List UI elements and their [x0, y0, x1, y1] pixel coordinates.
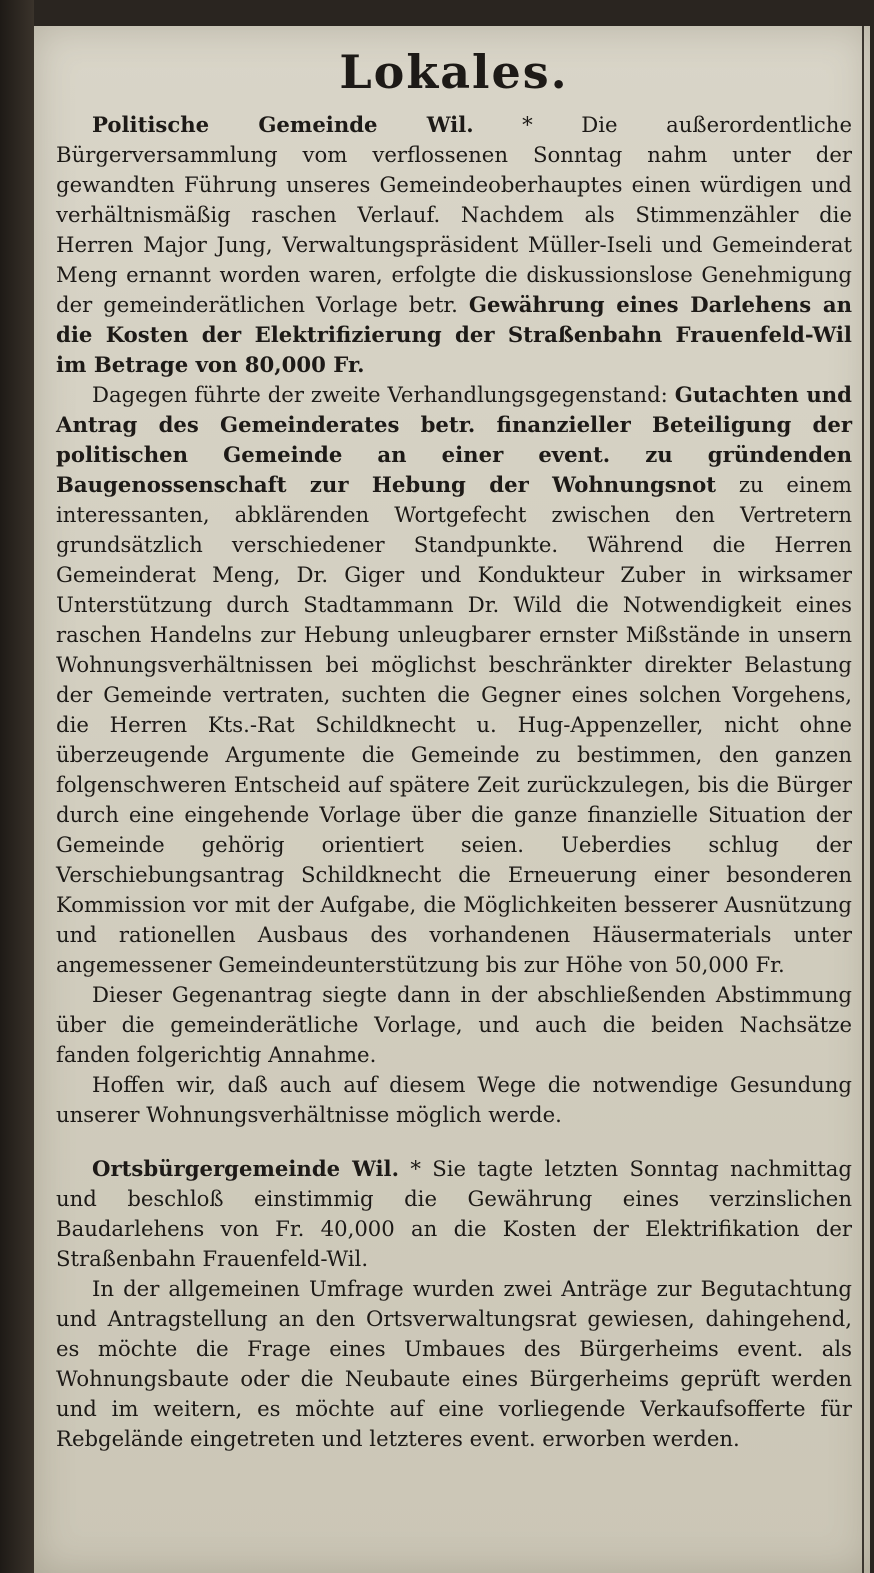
- paragraph-bold-text: Gutachten und Antrag des Gemeinderates betr. finanzieller Beteiligung der politischen Gemeinde an einer event. zu gründenden Baugenossenschaft zur Hebung der Wohnungsnot: [56, 382, 852, 497]
- article-politische-gemeinde: [56, 110, 852, 1130]
- paragraph-text: Dagegen führte der zweite Verhandlungsgegenstand:: [92, 382, 675, 407]
- article-column: [56, 44, 852, 1454]
- paragraph-text: Sie tagte letzten Sonntag nachmittag und beschloß einstimmig die Gewährung eines verzinslichen Baudarlehens von Fr. 40,000 an die Kosten der Elektrifikation der Straßenbahn Frauenfeld-Wil.: [56, 1156, 852, 1271]
- star-marker: *: [473, 112, 582, 137]
- article-title: Politische Gemeinde Wil.: [92, 112, 474, 137]
- article-paragraph: [56, 110, 852, 380]
- column-rule: [862, 26, 864, 1573]
- article-paragraph: Dieser Gegenantrag siegte dann in der abschließenden Abstimmung über die gemeinderätliche Vorlage, und auch die beiden Nachsätze fanden folgerichtig Annahme.: [56, 982, 852, 1067]
- article-paragraph: [56, 1154, 852, 1274]
- paragraph-bold-text: Gewährung eines Darlehens an die Kosten der Elektrifizierung der Straßenbahn Frauenfeld-Wil im Betrage von 80,000 Fr.: [56, 292, 852, 377]
- page-edge-shadow: [0, 0, 34, 1573]
- star-marker: *: [398, 1156, 433, 1181]
- article-title: Ortsbürgergemeinde Wil.: [92, 1156, 399, 1181]
- section-heading: Lokales.: [339, 45, 569, 99]
- paragraph-text: Die außerordentliche Bürgerversammlung vom verflossenen Sonntag nahm unter der gewandten Führung unseres Gemeindeoberhauptes einen würdigen und verhältnismäßig raschen Verlauf. Nachdem als Stimmenzähler die Herren Major Jung, Verwaltungspräsident Müller-Iseli und Gemeinderat Meng ernannt worden waren, erfolgte die diskussionslose Genehmigung der gemeinderätlichen Vorlage betr.: [56, 112, 852, 317]
- paragraph-text: zu einem interessanten, abklärenden Wortgefecht zwischen den Vertretern grundsätzlich verschiedener Standpunkte. Während die Herren Gemeinderat Meng, Dr. Giger und Kondukteur Zuber in wirksamer Unterstützung durch Stadtammann Dr. Wild die Notwendigkeit eines raschen Handelns zur Hebung unleugbarer ernster Mißstände in unsern Wohnungsverhältnissen bei möglichst beschränkter direkter Belastung der Gemeinde vertraten, suchten die Gegner eines solchen Vorgehens, die Herren Kts.-Rat Schildknecht u. Hug-Appenzeller, nicht ohne überzeugende Argumente die Gemeinde zu bestimmen, den ganzen folgenschweren Entscheid auf spätere Zeit zurückzulegen, bis die Bürger durch eine eingehende Vorlage über die ganze finanzielle Situation der Gemeinde gehörig orientiert seien. Ueberdies schlug der Verschiebungsantrag Schildknecht die Erneuerung einer besonderen Kommission vor mit der Aufgabe, die Möglichkeiten besserer Ausnützung und rationellen Ausbaus des vorhandenen Häusermaterials unter angemessener Gemeindeunterstützung bis zur Höhe von 50,000 Fr.: [56, 472, 853, 977]
- article-paragraph: In der allgemeinen Umfrage wurden zwei Anträge zur Begutachtung und Antragstellung an den Ortsverwaltungsrat gewiesen, dahingehend, es möchte die Frage eines Umbaues des Bürgerheims event. als Wohnungsbaute oder die Neubaute eines Bürgerheims geprüft werden und im weitern, es möchte auf eine vorliegende Verkaufsofferte für Rebgelände eingetreten und letzteres event. erworben werden.: [56, 1276, 852, 1451]
- article-ortsbuergergemeinde: [56, 1154, 852, 1454]
- article-paragraph: [56, 380, 852, 980]
- article-paragraph: Hoffen wir, daß auch auf diesem Wege die notwendige Gesundung unserer Wohnungsverhältnisse möglich werde.: [56, 1072, 852, 1127]
